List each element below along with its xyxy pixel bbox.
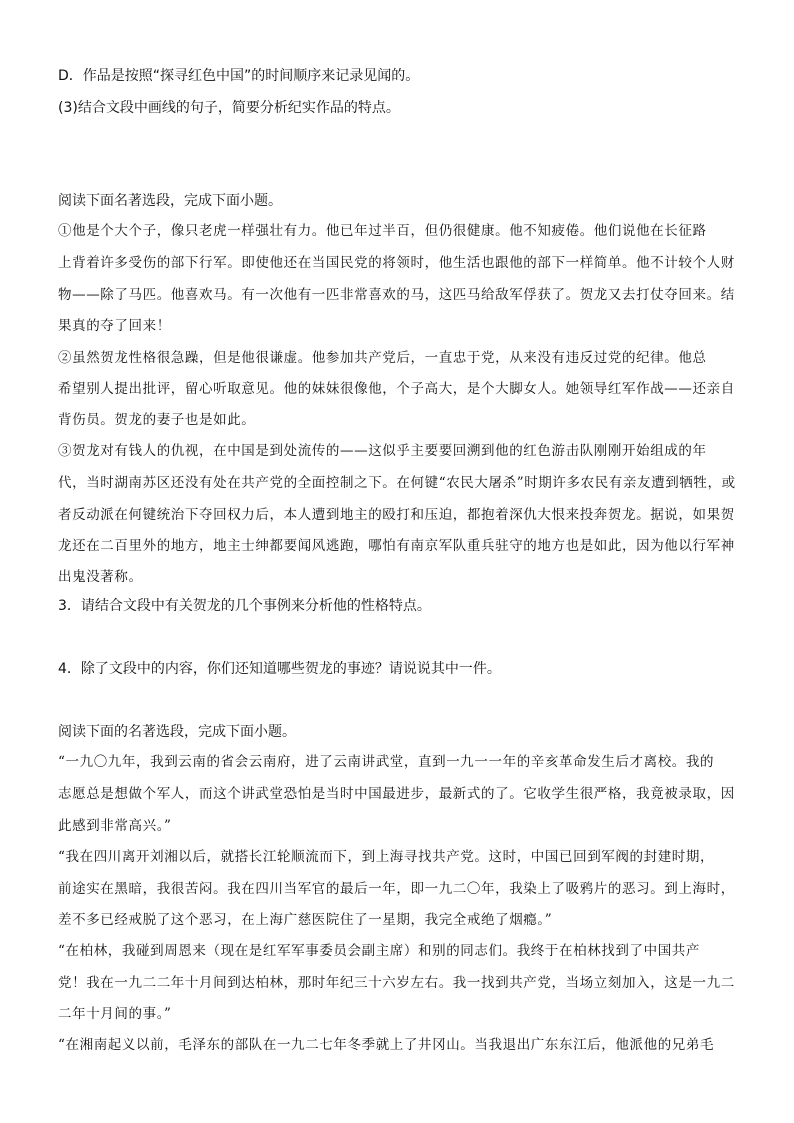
passage-line: ③贺龙对有钱人的仇视，在中国是到处流传的——这似乎主要要回溯到他的红色游击队刚刚开始组成的年 (58, 443, 707, 459)
passage-line: ①他是个大个子，像只老虎一样强壮有力。他已年过半百，但仍很健康。他不知疲倦。他们说他在长征路 (58, 223, 707, 239)
question-3: 3．请结合文段中有关贺龙的几个事例来分析他的性格特点。 (58, 598, 431, 614)
passage-line: 龙还在二百里外的地方，地主士绅都要闻风逃跑，哪怕有南京军队重兵驻守的地方也是如此，因为他以行军神 (58, 538, 735, 554)
passage-line: 党！我在一九二二年十月间到达柏林，那时年纪三十六岁左右。我一找到共产党，当场立刻加入，这是一九二 (58, 975, 735, 991)
question-3-sub: (3)结合文段中画线的句子，简要分析纪实作品的特点。 (58, 100, 400, 116)
passage-line: 志愿总是想做个军人，而这个讲武堂恐怕是当时中国最进步，最新式的了。它收学生很严格，我竟被录取，因 (58, 786, 735, 802)
passage-line: 物——除了马匹。他喜欢马。有一次他有一匹非常喜欢的马，这匹马给敌军俘获了。贺龙又去打仗夺回来。结 (58, 287, 735, 303)
passage-line: 背伤员。贺龙的妻子也是如此。 (58, 412, 256, 428)
reading-intro-1: 阅读下面名著选段，完成下面小题。 (58, 193, 282, 209)
passage-line: 二年十月间的事。” (58, 1006, 172, 1022)
passage-line: 出鬼没著称。 (58, 569, 143, 585)
passage-line: “一九〇九年，我到云南的省会云南府，进了云南讲武堂，直到一九一一年的辛亥革命发生后才离校。我的 (58, 754, 715, 770)
passage-line: 希望别人提出批评，留心听取意见。他的妹妹很像他，个子高大，是个大脚女人。她领导红军作战——还亲自 (58, 381, 735, 397)
reading-intro-2: 阅读下面的名著选段，完成下面小题。 (58, 724, 296, 740)
passage-line: 前途实在黑暗，我很苦闷。我在四川当军官的最后一年，即一九二〇年，我染上了吸鸦片的恶习。到上海时， (58, 881, 735, 897)
question-4: 4．除了文段中的内容，你们还知道哪些贺龙的事迹？请说说其中一件。 (58, 661, 501, 677)
passage-line: 此感到非常高兴。” (58, 818, 172, 834)
option-d: D．作品是按照“探寻红色中国”的时间顺序来记录见闻的。 (58, 68, 420, 84)
passage-line: 者反动派在何键统治下夺回权力后，本人遭到地主的殴打和压迫，都抱着深仇大恨来投奔贺龙。据说，如果贺 (58, 507, 735, 523)
passage-line: 果真的夺了回来！ (58, 318, 171, 334)
passage-line: 差不多已经戒脱了这个恶习，在上海广慈医院住了一星期，我完全戒绝了烟瘾。” (58, 912, 553, 928)
passage-line: ②虽然贺龙性格很急躁，但是他很谦虚。他参加共产党后，一直忠于党，从来没有违反过党的纪律。他总 (58, 350, 707, 366)
passage-line: 代，当时湖南苏区还没有处在共产党的全面控制之下。在何键“农民大屠杀”时期许多农民有亲友遭到牺牲，或 (58, 475, 736, 491)
passage-line: “在柏林，我碰到周恩来（现在是红军军事委员会副主席）和别的同志们。我终于在柏林找到了中国共产 (58, 943, 700, 959)
passage-line: “在湘南起义以前，毛泽东的部队在一九二七年冬季就上了井冈山。当我退出广东东江后，他派他的兄弟毛 (58, 1037, 715, 1053)
passage-line: 上背着许多受伤的部下行军。即使他还在当国民党的将领时，他生活也跟他的部下一样简单。他不计较个人财 (58, 255, 735, 271)
passage-line: “我在四川离开刘湘以后，就搭长江轮顺流而下，到上海寻找共产党。这时，中国已回到军阀的封建时期， (58, 849, 715, 865)
